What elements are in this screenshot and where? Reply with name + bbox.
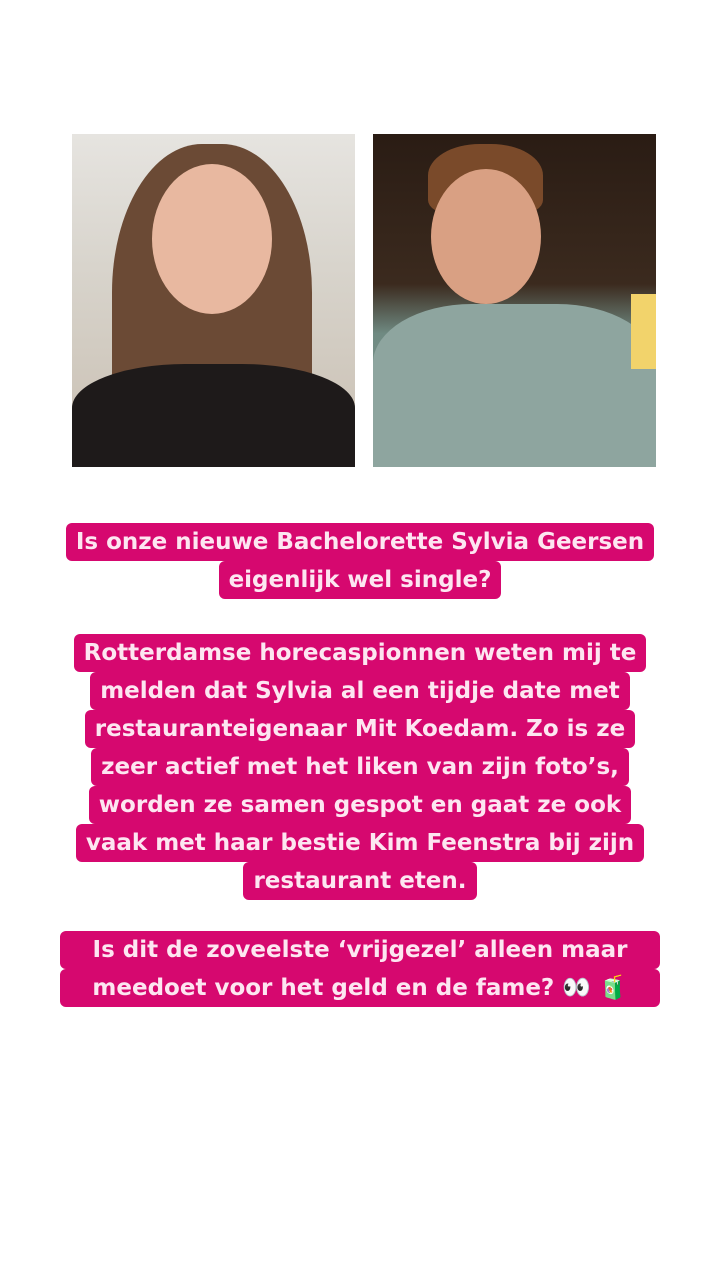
text-line: Rotterdamse horecaspionnen weten mij te	[74, 634, 647, 672]
text-line: meedoet voor het geld en de fame? 👀 🧃	[60, 969, 660, 1007]
text-block-story	[0, 634, 720, 900]
text-line: Is dit de zoveelste ‘vrijgezel’ alleen maar	[60, 931, 660, 969]
face-shape	[431, 169, 541, 304]
text-line: zeer actief met het liken van zijn foto’s,	[91, 748, 629, 786]
beer-glass	[631, 294, 656, 369]
clothing-shape	[72, 364, 355, 467]
text-line: restauranteigenaar Mit Koedam. Zo is ze	[85, 710, 635, 748]
shirt-shape	[373, 304, 656, 467]
text-line: vaak met haar bestie Kim Feenstra bij zijn	[76, 824, 644, 862]
face-shape	[152, 164, 272, 314]
text-line: restaurant eten.	[243, 862, 476, 900]
text-block-question	[0, 523, 720, 599]
text-line: Is onze nieuwe Bachelorette Sylvia Geersen	[66, 523, 654, 561]
text-line: eigenlijk wel single?	[219, 561, 502, 599]
man-portrait-photo	[373, 134, 656, 467]
woman-portrait-photo	[72, 134, 355, 467]
text-line: melden dat Sylvia al een tijdje date met	[90, 672, 630, 710]
text-line: worden ze samen gespot en gaat ze ook	[89, 786, 631, 824]
text-block-closing-question	[0, 931, 720, 1007]
